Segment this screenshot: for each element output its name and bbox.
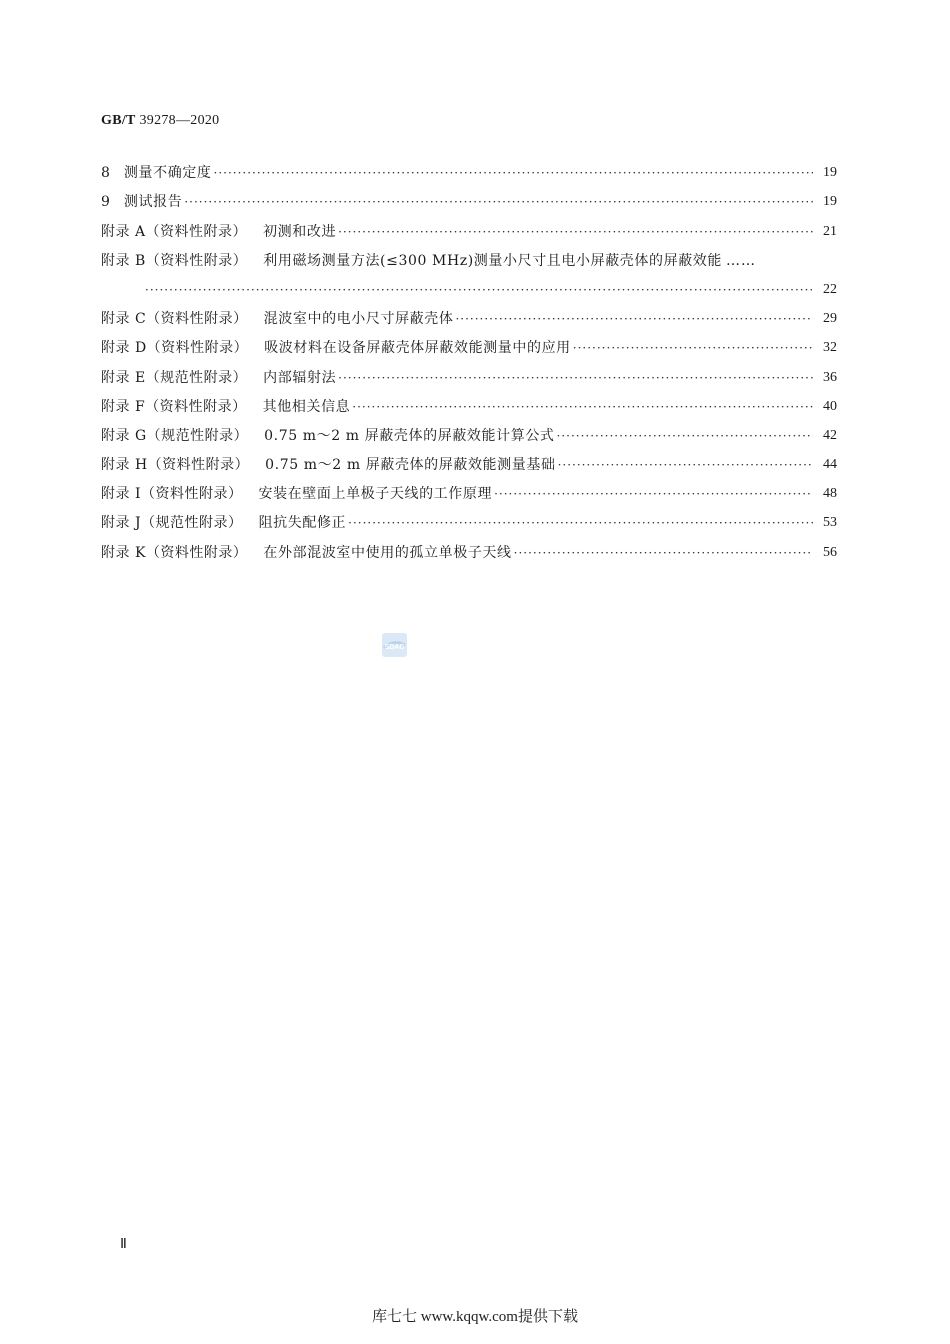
download-footer: 库七七 www.kqqw.com提供下载 [372,1309,578,1325]
toc-page-number: 29 [823,311,837,327]
toc-title: 安装在壁面上单极子天线的工作原理 [258,486,493,503]
toc-page-number: 19 [823,194,837,210]
toc-leader-dots [338,221,813,243]
toc-trailing-dots: …… [726,252,756,269]
toc-title: 吸波材料在设备屏蔽壳体屏蔽效能测量中的应用 [264,340,571,357]
toc-row[interactable] [101,301,837,330]
toc-row[interactable] [101,359,837,388]
toc-leader-dots [573,337,813,359]
toc-row[interactable] [101,155,837,184]
page-number: Ⅱ [120,1237,127,1252]
toc-page-number: 53 [823,515,837,531]
toc-page-number: 40 [823,398,837,414]
toc-annex-label: 附录 J（规范性附录） [101,515,243,532]
toc-title: 混波室中的电小尺寸屏蔽壳体 [263,311,454,328]
toc-title: 在外部混波室中使用的孤立单极子天线 [263,544,512,561]
toc-leader-dots [348,512,813,534]
toc-row[interactable] [101,184,837,213]
toc-title: 0.75 m～2 m 屏蔽壳体的屏蔽效能计算公式 [264,427,555,444]
toc-title: 0.75 m～2 m 屏蔽壳体的屏蔽效能测量基础 [265,457,556,474]
toc-row[interactable] [101,505,837,534]
toc-title: 测量不确定度 [123,165,212,182]
toc-page-number: 48 [823,486,837,502]
toc-row[interactable] [101,330,837,359]
watermark-text: SDAC [384,644,405,651]
toc-section-number: 9 [101,194,110,211]
toc-leader-dots [214,162,813,184]
toc-leader-dots [352,396,813,418]
toc-title: 测试报告 [123,194,183,211]
sdac-watermark-logo [382,633,407,657]
toc-leader-dots [494,483,813,505]
toc-annex-label: 附录 A（资料性附录） [101,223,248,240]
watermark-icon [382,633,407,657]
toc-annex-label: 附录 F（资料性附录） [101,398,247,415]
toc-annex-label: 附录 G（规范性附录） [101,427,249,444]
toc-section-number: 8 [101,165,110,182]
toc-annex-label: 附录 I（资料性附录） [101,486,243,503]
toc-row-continuation[interactable] [101,272,837,301]
standard-code [101,113,219,129]
standard-number: 39278—2020 [139,113,220,128]
toc-row[interactable] [101,476,837,505]
toc-page-number: 32 [823,340,837,356]
toc-row[interactable] [101,389,837,418]
toc-leader-dots [455,308,813,330]
toc-title: 其他相关信息 [262,398,351,415]
standard-prefix: GB/T [101,113,136,128]
toc-title: 利用磁场测量方法(≤300 MHz)测量小尺寸且电小屏蔽壳体的屏蔽效能 [263,252,722,269]
toc-title: 初测和改进 [263,223,337,240]
toc-leader-dots [557,425,813,447]
toc-leader-dots [558,454,813,476]
toc-title: 内部辐射法 [263,369,337,386]
toc-annex-label: 附录 E（规范性附录） [101,369,248,386]
toc-page-number: 22 [823,281,837,297]
toc-row[interactable] [101,534,837,563]
toc-page-number: 56 [823,544,837,560]
toc-row[interactable] [101,213,837,242]
toc-page-number: 21 [823,223,837,239]
toc-row[interactable] [101,447,837,476]
toc-title: 阻抗失配修正 [258,515,347,532]
toc-row[interactable] [101,243,837,272]
toc-annex-label: 附录 H（资料性附录） [101,457,250,474]
toc-page-number: 36 [823,369,837,385]
toc-page-number: 19 [823,165,837,181]
toc-leader-dots [338,367,813,389]
toc-page-number: 42 [823,427,837,443]
toc-annex-label: 附录 B（资料性附录） [101,252,248,269]
toc-page-number: 44 [823,457,837,473]
toc-leader-dots [514,542,813,564]
table-of-contents [101,155,837,564]
toc-annex-label: 附录 D（资料性附录） [101,340,249,357]
toc-leader-dots [145,279,813,301]
toc-annex-label: 附录 C（资料性附录） [101,311,248,328]
toc-leader-dots [184,191,813,213]
toc-row[interactable] [101,418,837,447]
toc-annex-label: 附录 K（资料性附录） [101,544,248,561]
